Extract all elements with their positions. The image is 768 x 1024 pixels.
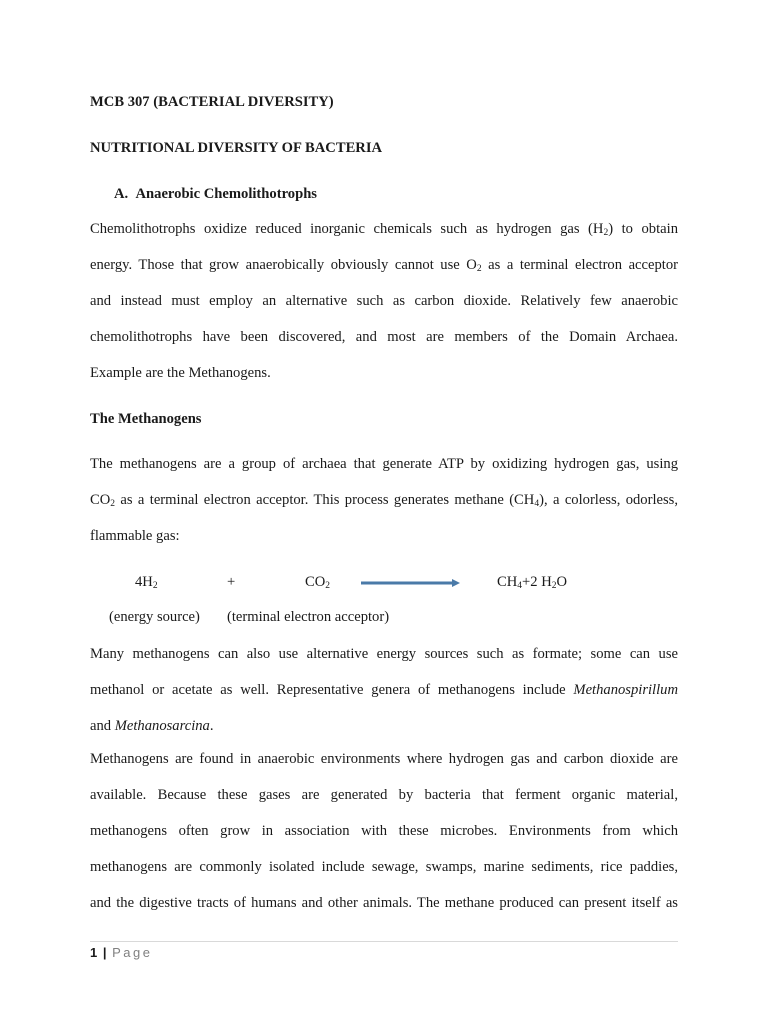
text-line: methanogens often grow in association with these microbes. Environments from which <box>90 822 678 839</box>
text-line: The methanogens are a group of archaea that generate ATP by oxidizing hydrogen gas, using <box>90 456 678 472</box>
paragraph-methanogens-intro <box>90 447 678 555</box>
equation-label-electron-acceptor: (terminal electron acceptor) <box>227 609 390 625</box>
page-number: 1 <box>90 945 98 960</box>
section-marker: A. <box>114 186 129 202</box>
reaction-arrow-icon <box>361 577 461 589</box>
page-label: Page <box>112 945 153 960</box>
methanogens-heading: The Methanogens <box>90 411 202 427</box>
page-footer <box>90 945 153 960</box>
footer-separator: | <box>102 945 107 960</box>
section-heading-a <box>114 186 317 203</box>
text-line: flammable gas: <box>90 527 180 544</box>
text-line: methanol or acetate as well. Representative genera of methanogens include Methanospirillum <box>90 681 678 698</box>
footer-divider <box>90 941 678 942</box>
chapter-title: NUTRITIONAL DIVERSITY OF BACTERIA <box>90 140 383 156</box>
text-line: energy. Those that grow anaerobically obviously cannot use $O_2$ as a terminal electron acceptor <box>90 256 678 274</box>
text-line: and Methanosarcina. <box>90 717 214 734</box>
text-line: Example are the Methanogens. <box>90 364 271 381</box>
text-line: chemolithotrophs have been discovered, and most are members of the Domain Archaea. <box>90 328 678 345</box>
paragraph-habitats <box>90 742 678 921</box>
course-title: MCB 307 (BACTERIAL DIVERSITY) <box>90 94 334 110</box>
text-line: and instead must employ an alternative such as carbon dioxide. Relatively few anaerobic <box>90 292 678 309</box>
equation-reactant-co2: $CO_2$ <box>305 574 331 591</box>
section-title: Anaerobic Chemolithotrophs <box>135 186 317 202</box>
text-line: and the digestive tracts of humans and other animals. The methane produced can present itself as <box>90 894 678 911</box>
text-line: Chemolithotrophs oxidize reduced inorganic chemicals such as hydrogen gas $(H_2)$ to obtain <box>90 221 678 238</box>
text-line: Many methanogens can also use alternative energy sources such as formate; some can use <box>90 646 678 662</box>
paragraph-energy-sources <box>90 637 678 745</box>
equation-label-energy-source: (energy source) <box>109 609 200 625</box>
paragraph-chemolithotrophs <box>90 212 678 391</box>
equation-plus: + <box>227 574 236 590</box>
text-line: $CO_2$ as a terminal electron acceptor. This process generates methane $(CH_4)$, a colorless, odorless, <box>90 491 678 509</box>
document-page <box>90 0 678 1024</box>
text-line: Methanogens are found in anaerobic environments where hydrogen gas and carbon dioxide are <box>90 751 678 767</box>
text-line: methanogens are commonly isolated include sewage, swamps, marine sediments, rice paddies, <box>90 858 678 875</box>
text-line: available. Because these gases are generated by bacteria that ferment organic material, <box>90 786 678 803</box>
equation-reactant-h2: $4H_2$ <box>135 574 158 591</box>
equation-products: $CH_4+2$ $H_2O$ <box>497 574 568 591</box>
